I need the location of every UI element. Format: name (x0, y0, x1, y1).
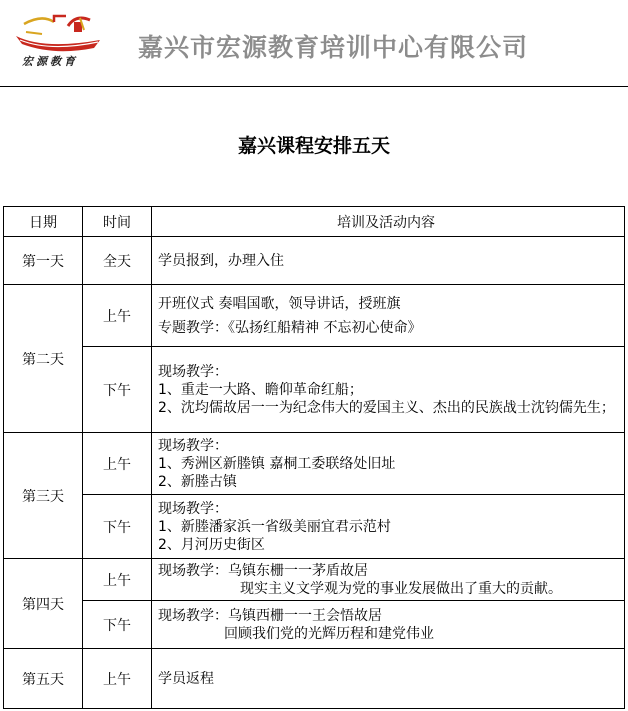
company-name: 嘉兴市宏源教育培训中心有限公司 (138, 33, 529, 62)
day-cell: 第五天 (4, 649, 83, 709)
day-cell: 第二天 (4, 285, 83, 433)
table-header-row (4, 207, 625, 237)
content-line: 现场教学：乌镇西栅一一王会悟故居 (158, 607, 382, 624)
content-line: 2、新塍古镇 (158, 473, 237, 490)
day-cell: 第一天 (4, 237, 83, 285)
table-row (4, 649, 625, 709)
content-line: 现场教学： (158, 437, 228, 454)
time-cell: 上午 (83, 649, 152, 709)
content-line: 学员报到，办理入住 (158, 252, 284, 269)
content-cell (152, 237, 625, 285)
company-logo (14, 12, 110, 74)
content-cell (152, 285, 625, 347)
table-row (4, 495, 625, 559)
content-line: 现实主义文学观为党的事业发展做出了重大的贡献。 (240, 580, 562, 597)
content-cell (152, 433, 625, 495)
time-cell: 下午 (83, 495, 152, 559)
column-header-content: 培训及活动内容 (152, 207, 625, 237)
content-line: 1、重走一大路、瞻仰革命红船； (158, 381, 363, 398)
logo-boat-icon (14, 12, 110, 56)
logo-text: 宏源教育 (22, 55, 78, 68)
time-cell: 全天 (83, 237, 152, 285)
day-cell: 第三天 (4, 433, 83, 559)
content-line: 现场教学： (158, 500, 228, 517)
table-row (4, 237, 625, 285)
content-line: 开班仪式 奏唱国歌，领导讲话，授班旗 (158, 295, 401, 312)
content-line: 1、秀洲区新塍镇 嘉桐工委联络处旧址 (158, 455, 396, 472)
day-cell: 第四天 (4, 559, 83, 649)
content-line: 现场教学：乌镇东栅一一茅盾故居 (158, 562, 368, 579)
content-line: 学员返程 (158, 670, 214, 687)
time-cell: 上午 (83, 285, 152, 347)
schedule-table (3, 206, 625, 709)
content-line: 1、新塍潘家浜一省级美丽宜君示范村 (158, 518, 391, 535)
header-divider (0, 86, 628, 87)
content-line: 现场教学： (158, 363, 228, 380)
page-title: 嘉兴课程安排五天 (237, 135, 390, 157)
content-cell (152, 347, 625, 433)
content-line: 专题教学：《弘扬红船精神 不忘初心使命》 (158, 319, 422, 336)
time-cell: 上午 (83, 433, 152, 495)
column-header-date: 日期 (4, 207, 83, 237)
table-row (4, 285, 625, 347)
time-cell: 上午 (83, 559, 152, 601)
content-cell (152, 649, 625, 709)
table-row (4, 347, 625, 433)
content-line: 2、月河历史街区 (158, 536, 265, 553)
content-line: 2、沈均儒故居一一为纪念伟大的爱国主义、杰出的民族战士沈钧儒先生； (158, 399, 615, 416)
page-header (0, 0, 628, 86)
table-row (4, 601, 625, 649)
content-cell (152, 601, 625, 649)
time-cell: 下午 (83, 601, 152, 649)
content-line: 回顾我们党的光辉历程和建党伟业 (224, 625, 434, 642)
table-row (4, 559, 625, 601)
content-cell (152, 559, 625, 601)
time-cell: 下午 (83, 347, 152, 433)
content-cell (152, 495, 625, 559)
column-header-time: 时间 (83, 207, 152, 237)
table-row (4, 433, 625, 495)
